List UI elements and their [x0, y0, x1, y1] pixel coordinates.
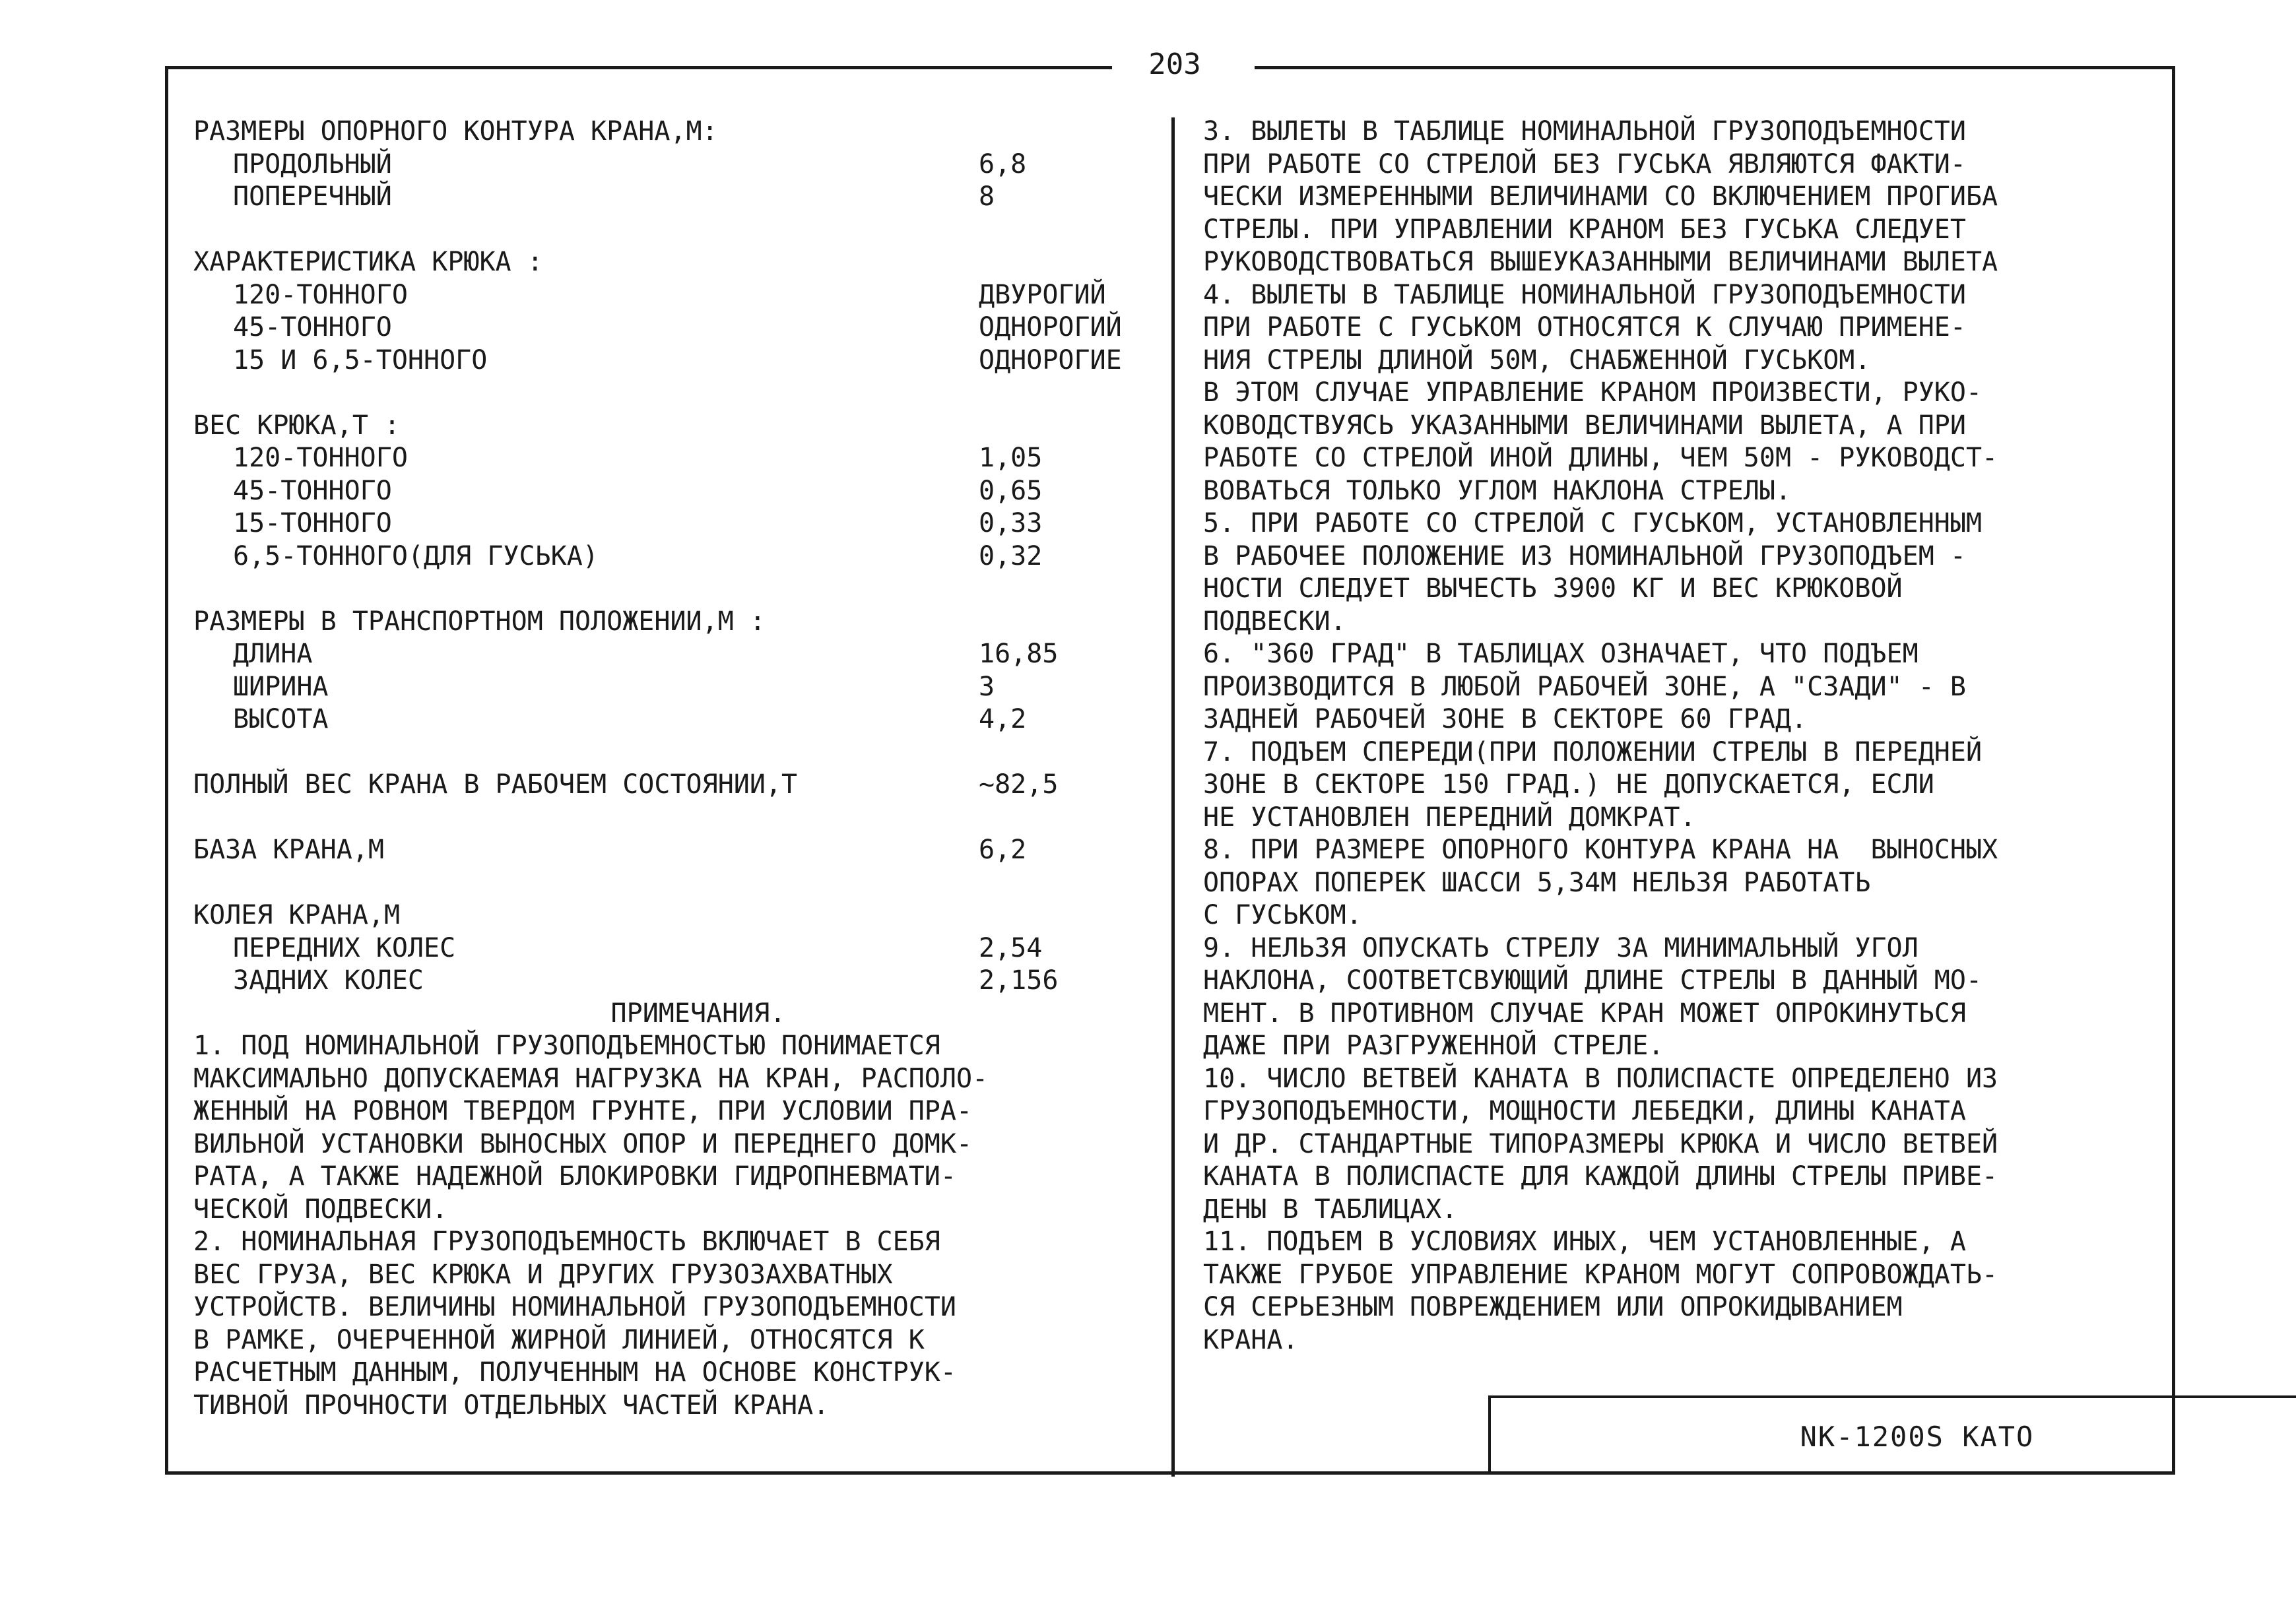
spec-label: ВЫСОТА	[233, 704, 329, 734]
spec-value: 1,05	[979, 443, 1043, 473]
spec-label: ШИРИНА	[233, 671, 329, 702]
spec-value: 6,2	[979, 835, 1027, 865]
note-line: ЗАДНЕЙ РАБОЧЕЙ ЗОНЕ В СЕКТОРЕ 60 ГРАД.	[1203, 704, 1808, 734]
note-line: ВОВАТЬСЯ ТОЛЬКО УГЛОМ НАКЛОНА СТРЕЛЫ.	[1203, 475, 1792, 506]
left-column	[193, 115, 1150, 1422]
spec-row	[193, 965, 1150, 998]
note-line: ПРИ РАБОТЕ СО СТРЕЛОЙ БЕЗ ГУСЬКА ЯВЛЯЮТСЯ ФАКТИ-	[1203, 148, 1966, 179]
spec-value: 8	[979, 181, 995, 212]
spacer	[193, 736, 1150, 769]
spec-heading: РАЗМЕРЫ ОПОРНОГО КОНТУРА КРАНА,М:	[193, 116, 718, 146]
column-divider	[1171, 117, 1175, 1477]
spec-row	[193, 181, 1150, 214]
note-line: 10. ЧИСЛО ВЕТВЕЙ КАНАТА В ПОЛИСПАСТЕ ОПРЕДЕЛЕНО ИЗ	[1203, 1063, 1998, 1094]
spec-value: 2,54	[979, 932, 1043, 963]
note-line: НОСТИ СЛЕДУЕТ ВЫЧЕСТЬ 3900 КГ И ВЕС КРЮКОВОЙ	[1203, 573, 1903, 604]
note-line: РАСЧЕТНЫМ ДАННЫМ, ПОЛУЧЕННЫМ НА ОСНОВЕ КОНСТРУК-	[193, 1357, 956, 1388]
notes-title: ПРИМЕЧАНИЯ.	[610, 998, 786, 1029]
spec-heading: ХАРАКТЕРИСТИКА КРЮКА :	[193, 247, 543, 277]
note-line: 11. ПОДЪЕМ В УСЛОВИЯХ ИНЫХ, ЧЕМ УСТАНОВЛЕННЫЕ, А	[1203, 1227, 1966, 1257]
note-line: 5. ПРИ РАБОТЕ СО СТРЕЛОЙ С ГУСЬКОМ, УСТАНОВЛЕННЫМ	[1203, 508, 1983, 538]
note-line: НЕ УСТАНОВЛЕН ПЕРЕДНИЙ ДОМКРАТ.	[1203, 802, 1696, 833]
spec-value: 6,8	[979, 148, 1027, 179]
frame-top-right-line	[1255, 66, 2172, 69]
note-line: СЯ СЕРЬЕЗНЫМ ПОВРЕЖДЕНИЕМ ИЛИ ОПРОКИДЫВАНИЕМ	[1203, 1292, 1903, 1322]
notes-left	[193, 1030, 1150, 1422]
page-number: 203	[1148, 48, 1201, 81]
note-line: ЖЕННЫЙ НА РОВНОМ ТВЕРДОМ ГРУНТЕ, ПРИ УСЛОВИИ ПРА-	[193, 1096, 973, 1126]
spec-row	[193, 671, 1150, 704]
note-line: ТИВНОЙ ПРОЧНОСТИ ОТДЕЛЬНЫХ ЧАСТЕЙ КРАНА.	[193, 1390, 830, 1421]
note-line: РАТА, А ТАКЖЕ НАДЕЖНОЙ БЛОКИРОВКИ ГИДРОПНЕВМАТИ-	[193, 1161, 956, 1192]
specifications	[193, 115, 1150, 998]
spec-label: 45-ТОННОГО	[233, 312, 392, 342]
spec-row	[193, 279, 1150, 312]
note-line: 3. ВЫЛЕТЫ В ТАБЛИЦЕ НОМИНАЛЬНОЙ ГРУЗОПОДЪЕМНОСТИ	[1203, 116, 1966, 146]
note-line: ПРИ РАБОТЕ С ГУСЬКОМ ОТНОСЯТСЯ К СЛУЧАЮ ПРИМЕНЕ-	[1203, 312, 1966, 342]
note-line: ВИЛЬНОЙ УСТАНОВКИ ВЫНОСНЫХ ОПОР И ПЕРЕДНЕГО ДОМК-	[193, 1128, 973, 1159]
spec-value: 2,156	[979, 965, 1059, 996]
spec-label: 15-ТОННОГО	[233, 508, 392, 538]
spec-row	[193, 475, 1150, 508]
spec-value: ~82,5	[979, 769, 1059, 800]
spacer	[193, 377, 1150, 410]
spacer	[193, 573, 1150, 606]
note-line: ЧЕСКИ ИЗМЕРЕННЫМИ ВЕЛИЧИНАМИ СО ВКЛЮЧЕНИЕМ ПРОГИБА	[1203, 181, 1998, 212]
model-label-box	[1488, 1395, 2296, 1475]
spec-heading: КОЛЕЯ КРАНА,М	[193, 900, 401, 930]
spec-row	[193, 507, 1150, 540]
note-line: В ЭТОМ СЛУЧАЕ УПРАВЛЕНИЕ КРАНОМ ПРОИЗВЕСТИ, РУКО-	[1203, 377, 1983, 408]
spec-value: ОДНОРОГИЙ	[979, 312, 1122, 342]
note-line: 8. ПРИ РАЗМЕРЕ ОПОРНОГО КОНТУРА КРАНА НА ВЫНОСНЫХ	[1203, 835, 1998, 865]
note-line: ДЕНЫ В ТАБЛИЦАХ.	[1203, 1194, 1458, 1225]
spec-heading: РАЗМЕРЫ В ТРАНСПОРТНОМ ПОЛОЖЕНИИ,М :	[193, 606, 766, 637]
note-line: ТАКЖЕ ГРУБОЕ УПРАВЛЕНИЕ КРАНОМ МОГУТ СОПРОВОЖДАТЬ-	[1203, 1259, 1998, 1290]
spacer	[193, 867, 1150, 900]
note-line: ГРУЗОПОДЪЕМНОСТИ, МОЩНОСТИ ЛЕБЕДКИ, ДЛИНЫ КАНАТА	[1203, 1096, 1966, 1126]
note-line: КРАНА.	[1203, 1324, 1299, 1355]
spec-value: ОДНОРОГИЕ	[979, 344, 1122, 375]
spec-label: ПОПЕРЕЧНЫЙ	[233, 181, 392, 212]
note-line: ЗОНЕ В СЕКТОРЕ 150 ГРАД.) НЕ ДОПУСКАЕТСЯ, ЕСЛИ	[1203, 769, 1934, 800]
spec-label: 45-ТОННОГО	[233, 475, 392, 506]
note-line: МЕНТ. В ПРОТИВНОМ СЛУЧАЕ КРАН МОЖЕТ ОПРОКИНУТЬСЯ	[1203, 998, 1966, 1029]
spec-row	[193, 703, 1150, 736]
note-line: ЧЕСКОЙ ПОДВЕСКИ.	[193, 1194, 448, 1225]
spec-value: 0,65	[979, 475, 1043, 506]
spec-label: ДЛИНА	[233, 639, 313, 669]
model-label: NK-1200S KATO	[1800, 1420, 2035, 1453]
spec-row	[193, 932, 1150, 965]
note-line: 9. НЕЛЬЗЯ ОПУСКАТЬ СТРЕЛУ ЗА МИНИМАЛЬНЫЙ УГОЛ	[1203, 932, 1919, 963]
note-line: ВЕС ГРУЗА, ВЕС КРЮКА И ДРУГИХ ГРУЗОЗАХВАТНЫХ	[193, 1259, 893, 1290]
note-line: 7. ПОДЪЕМ СПЕРЕДИ(ПРИ ПОЛОЖЕНИИ СТРЕЛЫ В ПЕРЕДНЕЙ	[1203, 736, 1983, 767]
note-line: НИЯ СТРЕЛЫ ДЛИНОЙ 50М, СНАБЖЕННОЙ ГУСЬКОМ.	[1203, 344, 1871, 375]
note-line: КАНАТА В ПОЛИСПАСТЕ ДЛЯ КАЖДОЙ ДЛИНЫ СТРЕЛЫ ПРИВЕ-	[1203, 1161, 1998, 1192]
note-line: 6. "360 ГРАД" В ТАБЛИЦАХ ОЗНАЧАЕТ, ЧТО ПОДЪЕМ	[1203, 639, 1919, 669]
spec-label: 15 И 6,5-ТОННОГО	[233, 344, 488, 375]
spec-value: 16,85	[979, 639, 1059, 669]
spec-row	[193, 344, 1150, 377]
spec-row	[193, 638, 1150, 671]
spec-value: 4,2	[979, 704, 1027, 734]
spec-row	[193, 834, 1150, 867]
note-line: В РАМКЕ, ОЧЕРЧЕННОЙ ЖИРНОЙ ЛИНИЕЙ, ОТНОСЯТСЯ К	[193, 1324, 925, 1355]
note-line: УСТРОЙСТВ. ВЕЛИЧИНЫ НОМИНАЛЬНОЙ ГРУЗОПОДЪЕМНОСТИ	[193, 1292, 956, 1322]
note-line: МАКСИМАЛЬНО ДОПУСКАЕМАЯ НАГРУЗКА НА КРАН, РАСПОЛО-	[193, 1063, 989, 1094]
spec-label: 120-ТОННОГО	[233, 279, 408, 310]
note-line: ПРОИЗВОДИТСЯ В ЛЮБОЙ РАБОЧЕЙ ЗОНЕ, А "СЗАДИ" - В	[1203, 671, 1966, 702]
spec-label: ПЕРЕДНИХ КОЛЕС	[233, 932, 456, 963]
spec-value: ДВУРОГИЙ	[979, 279, 1106, 310]
spec-value: 0,33	[979, 508, 1043, 538]
spec-value: 3	[979, 671, 995, 702]
note-line: СТРЕЛЫ. ПРИ УПРАВЛЕНИИ КРАНОМ БЕЗ ГУСЬКА СЛЕДУЕТ	[1203, 214, 1966, 245]
note-line: КОВОДСТВУЯСЬ УКАЗАННЫМИ ВЕЛИЧИНАМИ ВЫЛЕТА, А ПРИ	[1203, 410, 1966, 441]
note-line: 4. ВЫЛЕТЫ В ТАБЛИЦЕ НОМИНАЛЬНОЙ ГРУЗОПОДЪЕМНОСТИ	[1203, 279, 1966, 310]
note-line: 1. ПОД НОМИНАЛЬНОЙ ГРУЗОПОДЪЕМНОСТЬЮ ПОНИМАЕТСЯ	[193, 1031, 940, 1061]
note-line: НАКЛОНА, СООТВЕТСВУЮЩИЙ ДЛИНЕ СТРЕЛЫ В ДАННЫЙ МО-	[1203, 965, 1983, 996]
note-line: ДАЖЕ ПРИ РАЗГРУЖЕННОЙ СТРЕЛЕ.	[1203, 1031, 1664, 1061]
document-frame	[165, 66, 2175, 1475]
spec-value: 0,32	[979, 540, 1043, 571]
spec-row	[193, 148, 1150, 181]
spacer	[193, 214, 1150, 247]
spacer	[193, 802, 1150, 835]
spec-heading: ВЕС КРЮКА,Т :	[193, 410, 401, 441]
spec-row	[193, 311, 1150, 344]
right-column	[1203, 115, 2167, 1357]
note-line: ОПОРАХ ПОПЕРЕК ШАССИ 5,34М НЕЛЬЗЯ РАБОТАТЬ	[1203, 867, 1871, 898]
spec-label: 6,5-ТОННОГО(ДЛЯ ГУСЬКА)	[233, 540, 599, 571]
frame-top-left-line	[168, 66, 1112, 69]
notes-right	[1203, 115, 2167, 1357]
spec-label: 120-ТОННОГО	[233, 443, 408, 473]
spec-row	[193, 540, 1150, 573]
spec-row	[193, 769, 1150, 802]
note-line: 2. НОМИНАЛЬНАЯ ГРУЗОПОДЪЕМНОСТЬ ВКЛЮЧАЕТ В СЕБЯ	[193, 1227, 940, 1257]
spec-row	[193, 442, 1150, 475]
spec-label: БАЗА КРАНА,М	[193, 835, 384, 865]
note-line: РУКОВОДСТВОВАТЬСЯ ВЫШЕУКАЗАННЫМИ ВЕЛИЧИНАМИ ВЫЛЕТА	[1203, 247, 1998, 277]
note-line: И ДР. СТАНДАРТНЫЕ ТИПОРАЗМЕРЫ КРЮКА И ЧИСЛО ВЕТВЕЙ	[1203, 1128, 1998, 1159]
spec-label: ЗАДНИХ КОЛЕС	[233, 965, 424, 996]
note-line: С ГУСЬКОМ.	[1203, 900, 1362, 930]
note-line: В РАБОЧЕЕ ПОЛОЖЕНИЕ ИЗ НОМИНАЛЬНОЙ ГРУЗОПОДЪЕМ -	[1203, 540, 1966, 571]
note-line: ПОДВЕСКИ.	[1203, 606, 1346, 637]
spec-label: ПРОДОЛЬНЫЙ	[233, 148, 392, 179]
note-line: РАБОТЕ СО СТРЕЛОЙ ИНОЙ ДЛИНЫ, ЧЕМ 50М - РУКОВОДСТ-	[1203, 443, 1998, 473]
spec-label: ПОЛНЫЙ ВЕС КРАНА В РАБОЧЕМ СОСТОЯНИИ,Т	[193, 769, 798, 800]
